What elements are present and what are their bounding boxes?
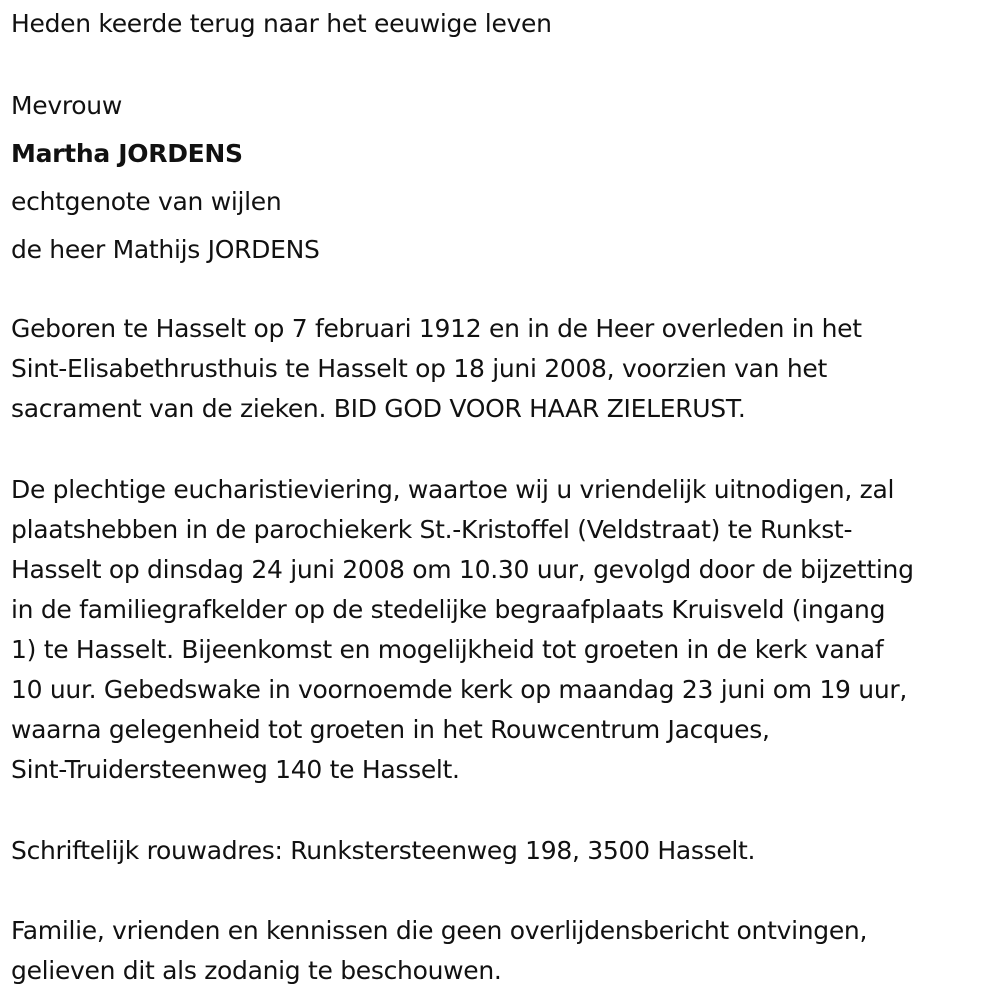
paragraph-line: sacrament van de zieken. BID GOD VOOR HAAR ZIELERUST. bbox=[11, 394, 746, 423]
closing-paragraph bbox=[11, 911, 867, 991]
spouse-line: de heer Mathijs JORDENS bbox=[11, 235, 320, 264]
paragraph-line: Familie, vrienden en kennissen die geen overlijdensbericht ontvingen, bbox=[11, 916, 868, 945]
paragraph-line: De plechtige eucharistieviering, waartoe wij u vriendelijk uitnodigen, zal bbox=[11, 475, 895, 504]
ceremony-paragraph bbox=[11, 470, 914, 790]
paragraph-line: waarna gelegenheid tot groeten in het Rouwcentrum Jacques, bbox=[11, 715, 770, 744]
relation-line: echtgenote van wijlen bbox=[11, 187, 282, 216]
paragraph-line: Sint-Truidersteenweg 140 te Hasselt. bbox=[11, 755, 460, 784]
paragraph-line: Hasselt op dinsdag 24 juni 2008 om 10.30 uur, gevolgd door de bijzetting bbox=[11, 555, 914, 584]
paragraph-line: 1) te Hasselt. Bijeenkomst en mogelijkheid tot groeten in de kerk vanaf bbox=[11, 635, 884, 664]
paragraph-line: in de familiegrafkelder op de stedelijke begraafplaats Kruisveld (ingang bbox=[11, 595, 886, 624]
birth-death-paragraph bbox=[11, 309, 862, 429]
paragraph-line: Sint-Elisabethrusthuis te Hasselt op 18 juni 2008, voorzien van het bbox=[11, 354, 827, 383]
address-line: Schriftelijk rouwadres: Runkstersteenweg 198, 3500 Hasselt. bbox=[11, 836, 756, 865]
paragraph-line: gelieven dit als zodanig te beschouwen. bbox=[11, 956, 502, 985]
paragraph-line: plaatshebben in de parochiekerk St.-Kristoffel (Veldstraat) te Runkst- bbox=[11, 515, 853, 544]
salutation: Mevrouw bbox=[11, 91, 122, 120]
intro-line: Heden keerde terug naar het eeuwige leven bbox=[11, 9, 552, 38]
paragraph-line: Geboren te Hasselt op 7 februari 1912 en in de Heer overleden in het bbox=[11, 314, 862, 343]
paragraph-line: 10 uur. Gebedswake in voornoemde kerk op maandag 23 juni om 19 uur, bbox=[11, 675, 908, 704]
deceased-name: Martha JORDENS bbox=[11, 139, 243, 168]
